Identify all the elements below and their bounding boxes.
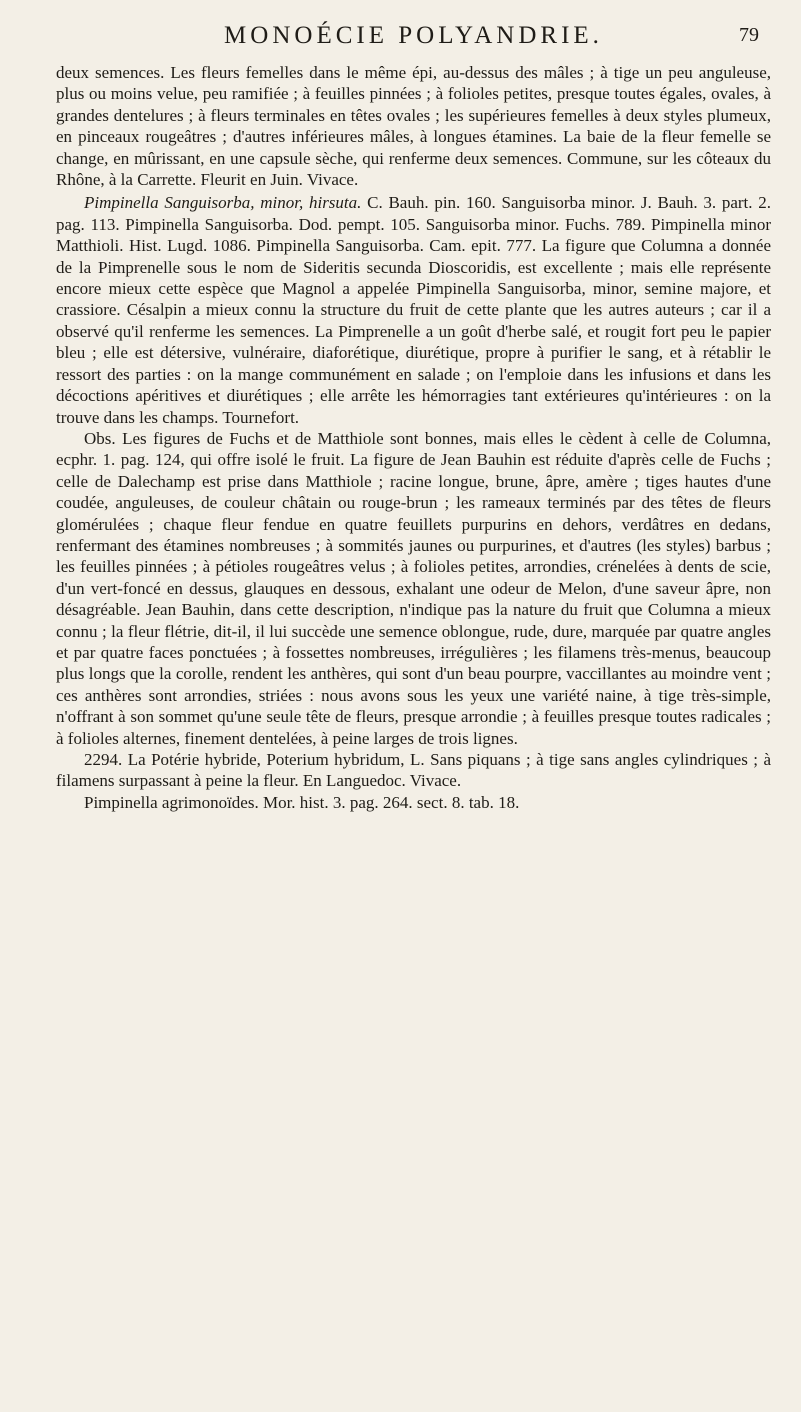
body-text	[56, 62, 771, 813]
page-number: 79	[739, 24, 759, 46]
page-header	[56, 18, 771, 62]
species-entry-paragraph	[56, 192, 771, 427]
species-name: Pimpinella Sanguisorba, minor, hirsuta.	[84, 193, 362, 213]
reference-line: Pimpinella agrimonoïdes. Mor. hist. 3. pag. 264. sect. 8. tab. 18.	[84, 792, 520, 812]
species-entry-text: C. Bauh. pin. 160. Sanguisorba minor. J. Bauh. 3. part. 2. pag. 113. Pimpinella Sanguisorba. Dod. pempt. 105. Sanguisorba minor. Fuchs. 789. Pimpinella minor Matthioli. Hist. Lugd. 1086. Pimpinella Sanguisorba. Cam. epit. 777. La figure que Columna a donnée de la Pimprenelle sous le nom de Sideritis secunda Dioscoridis, est excellente ; mais elle représente encore mieux cette espèce que Magnol a appelée Pimpinella Sanguisorba, minor, semine majore, et crassiore. Césalpin a mieux connu la structure du fruit de cette plante que les autres auteurs ; car il a observé qu'il renferme les semences. La Pimprenelle a un goût d'herbe salé, et rougit fort peu le papier bleu ; elle est détersive, vulnéraire, diaforétique, diurétique, propre à purifier le sang, et à rétablir le ressort des parties : on la mange communément en salade ; on l'emploie dans les infusions et dans les décoctions apéritives et diurétiques ; elle arrête les hémorragies tant extérieures qu'intérieures : on la trouve dans les champs. Tournefort.	[56, 193, 772, 427]
observation-paragraph: Obs. Les figures de Fuchs et de Matthiole sont bonnes, mais elles le cèdent à celle de Columna, ecphr. 1. pag. 124, qui offre isolé le fruit. La figure de Jean Bauhin est réduite d'après celle de Fuchs ; celle de Dalechamp est prise dans Matthiole ; racine longue, brune, âpre, amère ; tiges hautes d'une coudée, anguleuses, de couleur châtain ou rouge-brun ; les rameaux terminés par des têtes de fleurs glomérulées ; chaque fleur fendue en quatre feuillets purpurins en dehors, verdâtres en dedans, renfermant des étamines nombreuses ; à sommités jaunes ou purpurines, et d'autres (les styles) barbus ; les feuilles pinnées ; à pétioles rougeâtres velus ; à folioles petites, arrondies, crénelées à dents de scie, d'un vert-foncé en dessus, glauques en dessous, exhalant une odeur de Melon, d'une saveur âpre, non désagréable. Jean Bauhin, dans cette description, n'indique pas la nature du fruit que Columna a mieux connu ; la fleur flétrie, dit-il, il lui succède une semence oblongue, rude, dure, marquée par quatre angles et par quatre faces ponctuées ; à fossettes nombreuses, irrégulières ; les filamens très-menus, beaucoup plus longs que la corolle, rendent les anthères, qui sont d'un beau pourpre, vaccillantes au moindre vent ; ces anthères sont arrondies, striées : nous avons sous les yeux une variété naine, à tige très-simple, n'offrant à son sommet qu'une seule tête de fleurs, presque arrondie ; à feuilles presque toutes radicales ; à folioles alternes, finement dentelées, à peine larges de trois lignes.	[56, 428, 771, 748]
continuation-paragraph: deux semences. Les fleurs femelles dans le même épi, au-dessus des mâles ; à tige un peu anguleuse, plus ou moins velue, peu ramifiée ; à feuilles pinnées ; à folioles petites, presque toutes égales, ovales, à grandes dentelures ; à fleurs terminales en têtes ovales ; les supérieures femelles à deux styles plumeux, en pinceaux rougeâtres ; d'autres inférieures mâles, à longues étamines. La baie de la fleur femelle se change, en mûrissant, en une capsule sèche, qui renferme deux semences. Commune, sur les côteaux du Rhône, à la Carrette. Fleurit en Juin. Vivace.	[56, 63, 771, 190]
running-title: MONOÉCIE POLYANDRIE.	[224, 22, 603, 49]
entry-2294-paragraph: 2294. La Potérie hybride, Poterium hybridum, L. Sans piquans ; à tige sans angles cylindriques ; à filamens surpassant à peine la fleur. En Languedoc. Vivace.	[56, 750, 771, 791]
